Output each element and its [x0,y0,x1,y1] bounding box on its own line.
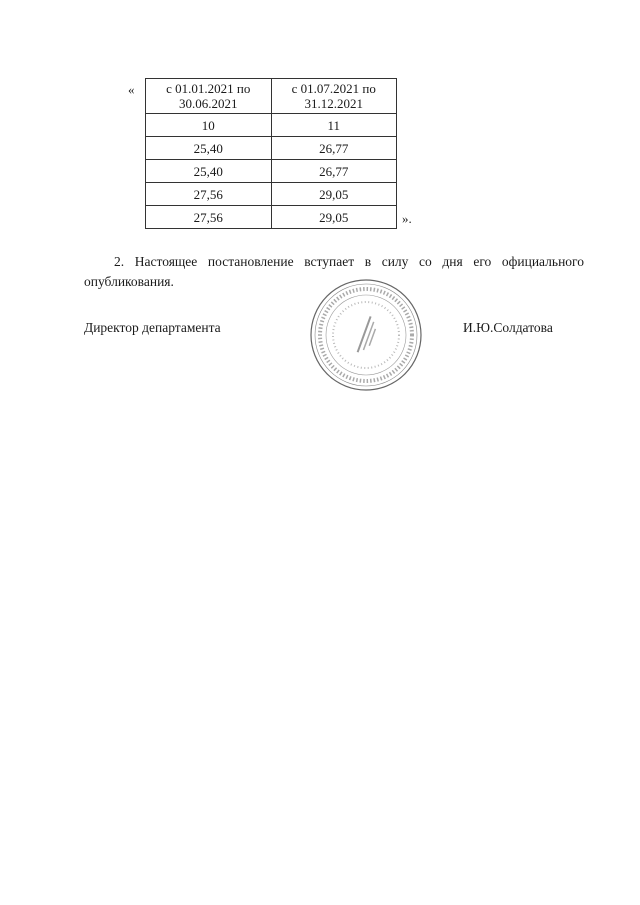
table-row [146,114,397,137]
table-cell: 27,56 [146,206,272,229]
table-cell: 27,56 [146,183,272,206]
signatory-name: И.Ю.Солдатова [463,320,553,335]
table-row [146,137,397,160]
signatory-role: Директор департамента [84,320,221,335]
table-row [146,183,397,206]
table-row [146,160,397,183]
table-cell: 26,77 [271,137,397,160]
official-seal-stamp [309,278,423,392]
effective-date-paragraph: 2. Настоящее постановление вступает в силу со дня его официального опубликования. [84,254,584,289]
closing-quote: ». [402,211,412,226]
table-cell: 29,05 [271,183,397,206]
tariff-table [145,78,397,229]
opening-quote: « [128,82,135,97]
table-cell: 11 [271,114,397,137]
table-header-cell: с 01.01.2021 по 30.06.2021 [146,79,272,114]
table-row [146,206,397,229]
table-cell: 26,77 [271,160,397,183]
table-cell: 29,05 [271,206,397,229]
table-header-cell: с 01.07.2021 по 31.12.2021 [271,79,397,114]
table-header-row [146,79,397,114]
table-cell: 25,40 [146,137,272,160]
table-cell: 25,40 [146,160,272,183]
table-cell: 10 [146,114,272,137]
